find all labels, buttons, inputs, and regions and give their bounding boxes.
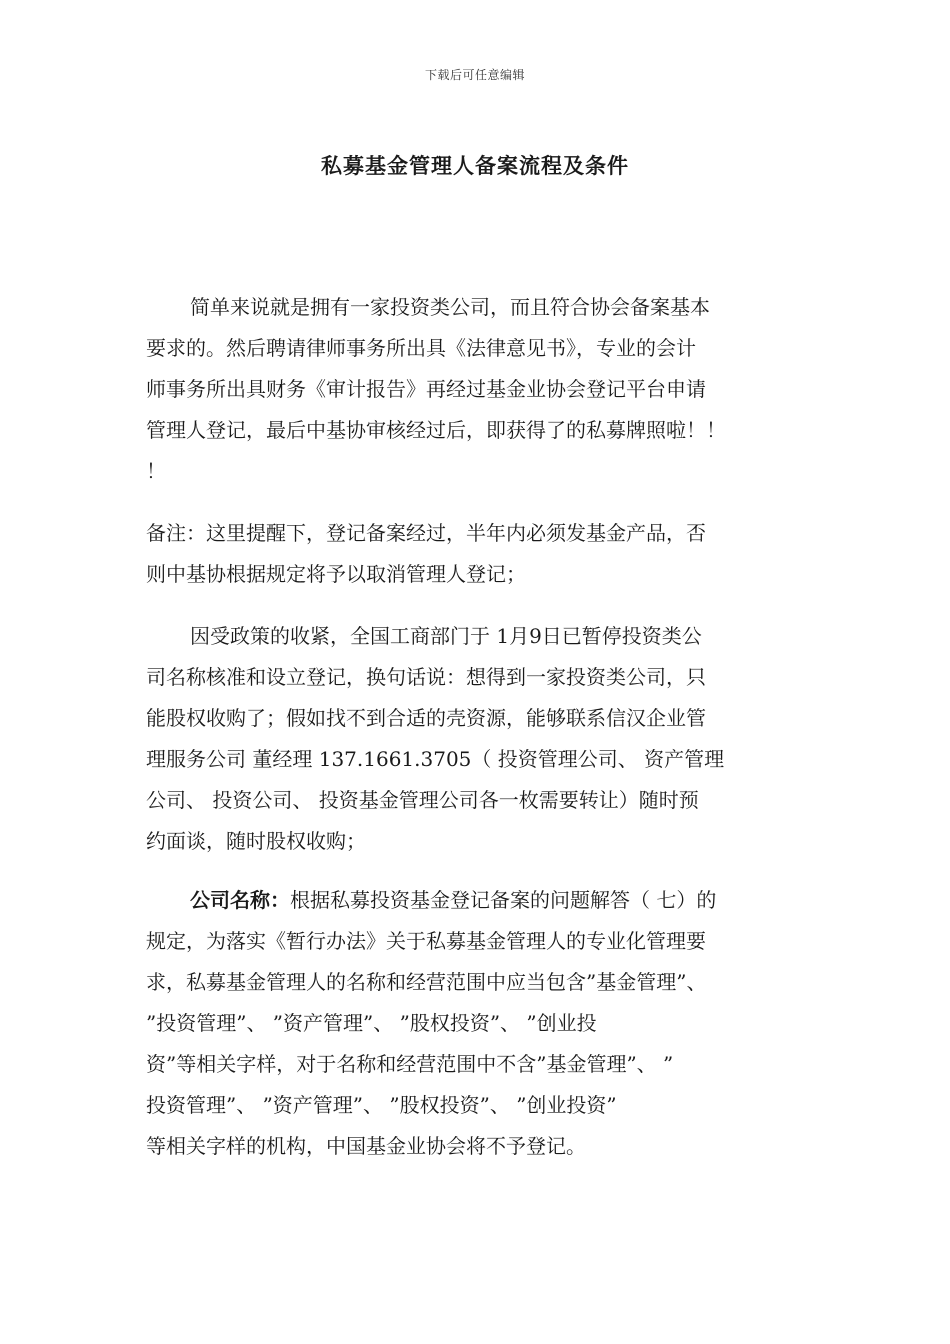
company-name-first-line: 根据私募投资基金登记备案的问题解答（ 七）的 bbox=[290, 888, 717, 912]
paragraph-line: 要求的。然后聘请律师事务所出具《法律意见书》，专业的会计 bbox=[146, 336, 696, 360]
paragraph-company-name bbox=[146, 880, 808, 1167]
paragraph-line: 则中基协根据规定将予以取消管理人登记； bbox=[146, 562, 526, 586]
paragraph-line: ”投资管理”、 ”资产管理”、 ”股权投资”、 ”创业投 bbox=[146, 1011, 597, 1035]
header-note: 下载后可任意编辑 bbox=[424, 68, 525, 82]
document-title: 私募基金管理人备案流程及条件 bbox=[321, 153, 629, 178]
paragraph-line: 公司、 投资公司、 投资基金管理公司各一枚需要转让）随时预 bbox=[146, 788, 699, 812]
paragraph-line: 司名称核准和设立登记，换句话说：想得到一家投资类公司，只 bbox=[146, 665, 706, 689]
paragraph-line: 理服务公司 董经理 137.1661.3705（ 投资管理公司、 资产管理 bbox=[146, 747, 725, 771]
paragraph-line: 因受政策的收紧，全国工商部门于 1月9日已暂停投资类公 bbox=[190, 624, 702, 648]
paragraph-line: 能股权收购了；假如找不到合适的壳资源，能够联系信汉企业管 bbox=[146, 706, 706, 730]
paragraph-note bbox=[146, 513, 808, 595]
paragraph-line: 规定，为落实《暂行办法》关于私募基金管理人的专业化管理要 bbox=[146, 929, 706, 953]
paragraph-line: 求，私募基金管理人的名称和经营范围中应当包含”基金管理”、 bbox=[146, 970, 707, 994]
paragraph-intro bbox=[146, 287, 808, 492]
paragraph-line: 师事务所出具财务《审计报告》再经过基金业协会登记平台申请 bbox=[146, 377, 706, 401]
paragraph-line: 备注：这里提醒下，登记备案经过，半年内必须发基金产品，否 bbox=[146, 521, 706, 545]
paragraph-line bbox=[146, 880, 808, 921]
paragraph-line: 约面谈，随时股权收购； bbox=[146, 829, 366, 853]
paragraph-policy bbox=[146, 616, 808, 862]
paragraph-line: 等相关字样的机构，中国基金业协会将不予登记。 bbox=[146, 1134, 586, 1158]
paragraph-line: 简单来说就是拥有一家投资类公司，而且符合协会备案基本 bbox=[190, 295, 710, 319]
paragraph-line: 投资管理”、 ”资产管理”、 ”股权投资”、 ”创业投资” bbox=[146, 1093, 617, 1117]
company-name-lead: 公司名称： bbox=[190, 888, 290, 912]
paragraph-line: 管理人登记，最后中基协审核经过后，即获得了的私募牌照啦！！ bbox=[146, 418, 726, 442]
paragraph-line: ！ bbox=[146, 459, 166, 483]
paragraph-line: 资”等相关字样，对于名称和经营范围中不含”基金管理”、 ” bbox=[146, 1052, 674, 1076]
